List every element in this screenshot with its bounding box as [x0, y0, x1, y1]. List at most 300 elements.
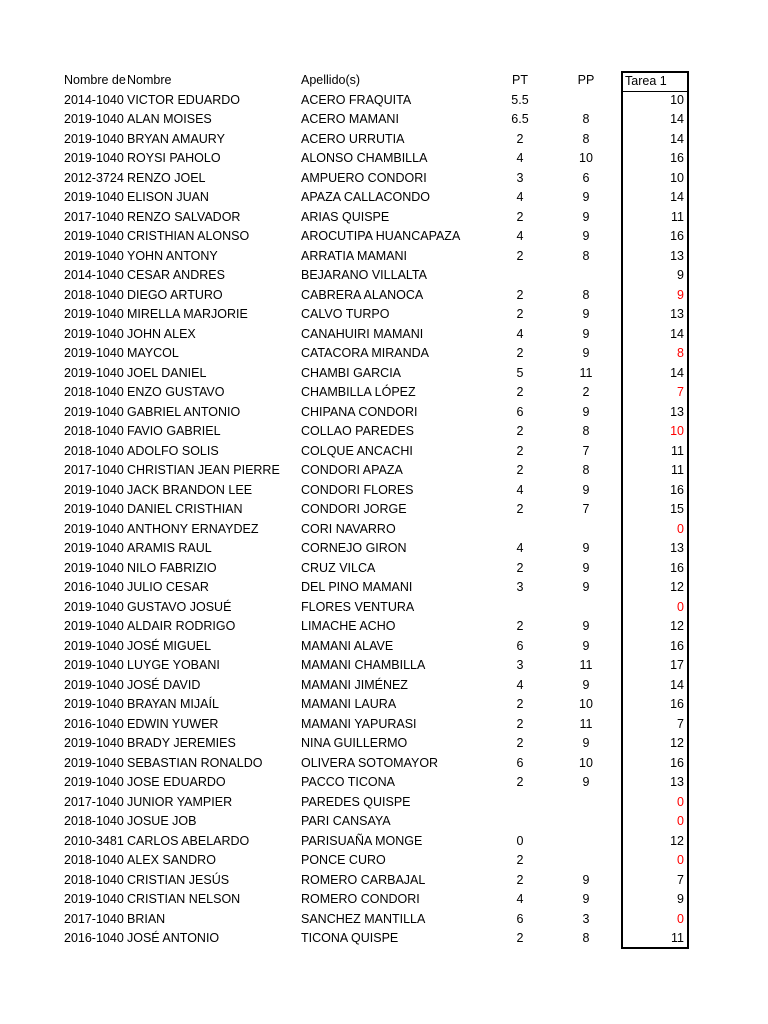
- cell-apellidos[interactable]: PARI CANSAYA: [301, 814, 391, 828]
- cell-pt[interactable]: 4: [516, 892, 524, 906]
- cell-nombre[interactable]: ALEX SANDRO: [127, 853, 216, 867]
- cell-tarea-1[interactable]: 11: [621, 208, 689, 228]
- cell-apellidos[interactable]: DEL PINO MAMANI: [301, 580, 413, 594]
- cell-tarea-1[interactable]: 16: [621, 754, 689, 774]
- header-code[interactable]: Nombre de: [64, 73, 126, 87]
- cell-nombre[interactable]: DANIEL CRISTHIAN: [127, 502, 243, 516]
- table-row: [0, 793, 768, 813]
- cell-apellidos[interactable]: MAMANI LAURA: [301, 697, 397, 711]
- cell-nombre[interactable]: YOHN ANTONY: [127, 248, 218, 263]
- cell-nombre[interactable]: SEBASTIAN RONALDO: [127, 755, 263, 770]
- cell-tarea-1[interactable]: 16: [621, 481, 689, 501]
- cell-apellidos[interactable]: MAMANI CHAMBILLA: [301, 658, 426, 672]
- cell-nombre[interactable]: RENZO SALVADOR: [127, 209, 241, 224]
- cell-pp[interactable]: 9: [582, 619, 590, 633]
- cell-pt[interactable]: 2: [516, 424, 524, 438]
- cell-apellidos[interactable]: NINA GUILLERMO: [301, 736, 408, 750]
- cell-nombre[interactable]: CHRISTIAN JEAN PIERRE: [127, 463, 280, 477]
- table-row: [0, 130, 768, 150]
- cell-pt[interactable]: 4: [516, 541, 524, 555]
- table-row: [0, 851, 768, 871]
- cell-pt[interactable]: 0: [516, 833, 524, 848]
- cell-pp[interactable]: 8: [582, 112, 590, 126]
- cell-nombre[interactable]: EDWIN YUWER: [127, 716, 219, 731]
- cell-pt[interactable]: 4: [516, 326, 524, 341]
- cell-code[interactable]: 2018-1040: [64, 287, 124, 302]
- cell-tarea-1[interactable]: 10: [621, 422, 689, 442]
- cell-pt[interactable]: 5.5: [511, 92, 529, 107]
- cell-code[interactable]: 2019-1040: [64, 365, 124, 380]
- cell-nombre[interactable]: JOSÉ ANTONIO: [127, 931, 220, 945]
- cell-code[interactable]: 2012-3724: [64, 170, 124, 185]
- table-row: [0, 461, 768, 481]
- cell-apellidos[interactable]: SANCHEZ MANTILLA: [301, 911, 426, 926]
- cell-tarea-1[interactable]: 12: [621, 578, 689, 598]
- table-row: [0, 578, 768, 598]
- cell-pp[interactable]: [562, 598, 610, 618]
- cell-nombre[interactable]: ENZO GUSTAVO: [127, 385, 225, 399]
- cell-pp[interactable]: 10: [579, 697, 593, 711]
- cell-pp[interactable]: 8: [582, 463, 590, 477]
- cell-apellidos[interactable]: PAREDES QUISPE: [301, 794, 411, 809]
- cell-pp[interactable]: 9: [582, 229, 590, 243]
- cell-nombre[interactable]: DIEGO ARTURO: [127, 287, 223, 302]
- cell-tarea-1[interactable]: 13: [621, 539, 689, 559]
- cell-tarea-1[interactable]: 12: [621, 617, 689, 637]
- cell-pp[interactable]: [562, 793, 610, 813]
- table-row: [0, 266, 768, 286]
- cell-pp[interactable]: 8: [582, 931, 590, 945]
- cell-apellidos[interactable]: MAMANI ALAVE: [301, 638, 394, 653]
- cell-code[interactable]: 2019-1040: [64, 892, 124, 906]
- cell-apellidos[interactable]: CONDORI FLORES: [301, 482, 414, 497]
- cell-tarea-1[interactable]: 0: [621, 598, 689, 618]
- header-apellidos[interactable]: Apellido(s): [301, 73, 361, 87]
- cell-code[interactable]: 2018-1040: [64, 814, 124, 828]
- cell-pt[interactable]: 6: [516, 638, 524, 653]
- cell-tarea-1[interactable]: 12: [621, 734, 689, 754]
- cell-code[interactable]: 2019-1040: [64, 755, 124, 770]
- cell-pt[interactable]: 2: [516, 443, 524, 458]
- cell-tarea-1[interactable]: 13: [621, 247, 689, 267]
- cell-tarea-1[interactable]: 13: [621, 773, 689, 793]
- cell-code[interactable]: 2019-1040: [64, 131, 124, 146]
- cell-tarea-1[interactable]: 0: [621, 851, 689, 871]
- table-row: [0, 110, 768, 130]
- cell-pp[interactable]: 7: [582, 502, 590, 516]
- cell-code[interactable]: 2019-1040: [64, 619, 124, 633]
- cell-pp[interactable]: 9: [582, 677, 590, 692]
- cell-pp[interactable]: 10: [579, 755, 593, 770]
- cell-nombre[interactable]: BRIAN: [127, 911, 166, 926]
- cell-code[interactable]: 2019-1040: [64, 521, 124, 536]
- cell-code[interactable]: 2019-1040: [64, 502, 124, 516]
- table-row: [0, 812, 768, 832]
- cell-tarea-1[interactable]: 14: [621, 110, 689, 130]
- cell-nombre[interactable]: RENZO JOEL: [127, 170, 206, 185]
- cell-code[interactable]: 2019-1040: [64, 151, 124, 165]
- cell-tarea-1[interactable]: 15: [621, 500, 689, 520]
- cell-tarea-1[interactable]: 16: [621, 695, 689, 715]
- cell-tarea-1[interactable]: 13: [621, 305, 689, 325]
- cell-apellidos[interactable]: CONDORI JORGE: [301, 502, 407, 516]
- cell-pt[interactable]: 2: [516, 697, 524, 711]
- cell-code[interactable]: 2019-1040: [64, 307, 124, 321]
- cell-code[interactable]: 2016-1040: [64, 580, 124, 594]
- cell-apellidos[interactable]: ROMERO CONDORI: [301, 892, 420, 906]
- cell-pt[interactable]: [496, 520, 544, 540]
- cell-code[interactable]: 2019-1040: [64, 346, 124, 360]
- cell-code[interactable]: 2019-1040: [64, 599, 124, 614]
- cell-apellidos[interactable]: CHAMBILLA LÓPEZ: [301, 385, 416, 399]
- cell-nombre[interactable]: CRISTIAN NELSON: [127, 892, 241, 906]
- cell-apellidos[interactable]: ROMERO CARBAJAL: [301, 872, 426, 887]
- cell-pt[interactable]: 2: [516, 248, 524, 263]
- cell-code[interactable]: 2018-1040: [64, 424, 124, 438]
- cell-pp[interactable]: 9: [582, 541, 590, 555]
- header-pt[interactable]: PT: [512, 73, 528, 87]
- cell-apellidos[interactable]: CANAHUIRI MAMANI: [301, 326, 424, 341]
- cell-pp[interactable]: [562, 266, 610, 286]
- cell-apellidos[interactable]: ACERO FRAQUITA: [301, 92, 412, 107]
- cell-tarea-1[interactable]: 14: [621, 130, 689, 150]
- cell-tarea-1[interactable]: 14: [621, 676, 689, 696]
- cell-code[interactable]: 2018-1040: [64, 443, 124, 458]
- cell-tarea-1[interactable]: 12: [621, 832, 689, 852]
- cell-apellidos[interactable]: ARRATIA MAMANI: [301, 248, 408, 263]
- cell-pt[interactable]: [496, 793, 544, 813]
- table-row: [0, 169, 768, 189]
- cell-nombre[interactable]: NILO FABRIZIO: [127, 560, 217, 575]
- cell-tarea-1[interactable]: 16: [621, 637, 689, 657]
- cell-code[interactable]: 2019-1040: [64, 697, 124, 711]
- cell-nombre[interactable]: ALAN MOISES: [127, 112, 212, 126]
- table-row: [0, 364, 768, 384]
- table-row: [0, 734, 768, 754]
- cell-pt[interactable]: 2: [516, 502, 524, 516]
- cell-tarea-1[interactable]: 14: [621, 325, 689, 345]
- cell-nombre[interactable]: JOSE EDUARDO: [127, 775, 226, 789]
- cell-pt[interactable]: 2: [516, 736, 524, 750]
- cell-tarea-1[interactable]: 7: [621, 383, 689, 403]
- cell-nombre[interactable]: JOSUE JOB: [127, 814, 197, 828]
- cell-pp[interactable]: 2: [582, 385, 590, 399]
- cell-apellidos[interactable]: ALONSO CHAMBILLA: [301, 151, 428, 165]
- cell-pt[interactable]: 4: [516, 151, 524, 165]
- table-row: [0, 715, 768, 735]
- cell-code[interactable]: 2019-1040: [64, 229, 124, 243]
- cell-pp[interactable]: [562, 91, 610, 111]
- table-row: [0, 598, 768, 618]
- cell-tarea-1[interactable]: 9: [621, 890, 689, 910]
- cell-apellidos[interactable]: CRUZ VILCA: [301, 560, 376, 575]
- cell-apellidos[interactable]: MAMANI YAPURASI: [301, 716, 417, 731]
- cell-code[interactable]: 2019-1040: [64, 658, 124, 672]
- cell-pt[interactable]: 4: [516, 229, 524, 243]
- cell-pt[interactable]: [496, 266, 544, 286]
- cell-tarea-1[interactable]: 0: [621, 910, 689, 930]
- cell-pp[interactable]: [562, 812, 610, 832]
- cell-pt[interactable]: 2: [516, 307, 524, 321]
- cell-nombre[interactable]: JULIO CESAR: [127, 580, 209, 594]
- cell-code[interactable]: 2018-1040: [64, 853, 124, 867]
- table-row: [0, 422, 768, 442]
- cell-pt[interactable]: 2: [516, 872, 524, 887]
- table-row: [0, 929, 768, 949]
- table-row: [0, 695, 768, 715]
- cell-pp[interactable]: 9: [582, 209, 590, 224]
- table-row: [0, 676, 768, 696]
- cell-pp[interactable]: 9: [582, 326, 590, 341]
- cell-code[interactable]: 2019-1040: [64, 638, 124, 653]
- cell-code[interactable]: 2019-1040: [64, 112, 124, 126]
- cell-pt[interactable]: 2: [516, 775, 524, 789]
- cell-code[interactable]: 2019-1040: [64, 190, 124, 204]
- cell-apellidos[interactable]: CABRERA ALANOCA: [301, 287, 424, 302]
- cell-apellidos[interactable]: CATACORA MIRANDA: [301, 346, 430, 360]
- cell-tarea-1[interactable]: 16: [621, 227, 689, 247]
- cell-nombre[interactable]: MIRELLA MARJORIE: [127, 307, 248, 321]
- cell-tarea-1[interactable]: 0: [621, 520, 689, 540]
- cell-tarea-1[interactable]: 16: [621, 559, 689, 579]
- cell-apellidos[interactable]: ARIAS QUISPE: [301, 209, 390, 224]
- cell-code[interactable]: 2014-1040: [64, 268, 124, 282]
- header-tarea-1[interactable]: Tarea 1: [621, 71, 689, 92]
- cell-apellidos[interactable]: MAMANI JIMÉNEZ: [301, 677, 408, 692]
- cell-code[interactable]: 2016-1040: [64, 716, 124, 731]
- cell-tarea-1[interactable]: 7: [621, 871, 689, 891]
- cell-code[interactable]: 2017-1040: [64, 911, 124, 926]
- cell-code[interactable]: 2017-1040: [64, 209, 124, 224]
- cell-pt[interactable]: 2: [516, 463, 524, 477]
- table-row: [0, 637, 768, 657]
- cell-nombre[interactable]: JOSÉ DAVID: [127, 677, 201, 692]
- cell-apellidos[interactable]: COLLAO PAREDES: [301, 424, 415, 438]
- cell-pp[interactable]: 10: [579, 151, 593, 165]
- cell-pp[interactable]: [562, 832, 610, 852]
- cell-apellidos[interactable]: LIMACHE ACHO: [301, 619, 396, 633]
- cell-code[interactable]: 2019-1040: [64, 248, 124, 263]
- header-nombre[interactable]: Nombre: [127, 73, 172, 87]
- cell-apellidos[interactable]: CHAMBI GARCIA: [301, 365, 402, 380]
- cell-code[interactable]: 2014-1040: [64, 92, 124, 107]
- cell-apellidos[interactable]: OLIVERA SOTOMAYOR: [301, 755, 439, 770]
- table-row: [0, 305, 768, 325]
- cell-pp[interactable]: 11: [579, 716, 593, 731]
- cell-apellidos[interactable]: CALVO TURPO: [301, 307, 390, 321]
- cell-pt[interactable]: 2: [516, 931, 524, 945]
- cell-pt[interactable]: 5: [516, 365, 524, 380]
- cell-pt[interactable]: 2: [516, 619, 524, 633]
- cell-apellidos[interactable]: CHIPANA CONDORI: [301, 404, 418, 419]
- cell-code[interactable]: 2017-1040: [64, 463, 124, 477]
- cell-tarea-1[interactable]: 14: [621, 364, 689, 384]
- table-row: [0, 344, 768, 364]
- cell-pt[interactable]: 2: [516, 131, 524, 146]
- cell-pt[interactable]: 4: [516, 190, 524, 204]
- cell-nombre[interactable]: CESAR ANDRES: [127, 268, 225, 282]
- cell-nombre[interactable]: JOEL DANIEL: [127, 365, 207, 380]
- cell-nombre[interactable]: CARLOS ABELARDO: [127, 833, 250, 848]
- table-row: [0, 910, 768, 930]
- cell-nombre[interactable]: ELISON JUAN: [127, 190, 209, 204]
- cell-tarea-1[interactable]: 17: [621, 656, 689, 676]
- cell-apellidos[interactable]: TICONA QUISPE: [301, 931, 399, 945]
- cell-pp[interactable]: 8: [582, 424, 590, 438]
- cell-nombre[interactable]: GUSTAVO JOSUÉ: [127, 599, 232, 614]
- cell-nombre[interactable]: GABRIEL ANTONIO: [127, 404, 241, 419]
- cell-pp[interactable]: 7: [582, 443, 590, 458]
- cell-tarea-1[interactable]: 10: [621, 91, 689, 111]
- cell-apellidos[interactable]: FLORES VENTURA: [301, 599, 415, 614]
- cell-apellidos[interactable]: CORNEJO GIRON: [301, 541, 407, 555]
- cell-pt[interactable]: 2: [516, 716, 524, 731]
- cell-nombre[interactable]: MAYCOL: [127, 346, 179, 360]
- cell-nombre[interactable]: JOHN ALEX: [127, 326, 196, 341]
- cell-tarea-1[interactable]: 8: [621, 344, 689, 364]
- cell-code[interactable]: 2018-1040: [64, 385, 124, 399]
- table-row: [0, 559, 768, 579]
- cell-tarea-1[interactable]: 0: [621, 812, 689, 832]
- header-pp[interactable]: PP: [577, 73, 595, 87]
- cell-pp[interactable]: 9: [582, 346, 590, 360]
- cell-pt[interactable]: 6: [516, 911, 524, 926]
- cell-pp[interactable]: 9: [582, 872, 590, 887]
- cell-pp[interactable]: 9: [582, 482, 590, 497]
- cell-apellidos[interactable]: ACERO MAMANI: [301, 112, 399, 126]
- cell-pt[interactable]: 6.5: [511, 112, 529, 126]
- cell-nombre[interactable]: ROYSI PAHOLO: [127, 151, 221, 165]
- cell-apellidos[interactable]: CONDORI APAZA: [301, 463, 403, 477]
- cell-nombre[interactable]: BRADY JEREMIES: [127, 736, 236, 750]
- cell-pt[interactable]: 2: [516, 346, 524, 360]
- cell-apellidos[interactable]: AROCUTIPA HUANCAPAZA: [301, 229, 461, 243]
- cell-apellidos[interactable]: COLQUE ANCACHI: [301, 443, 413, 458]
- table-row: [0, 481, 768, 501]
- cell-tarea-1[interactable]: 11: [621, 461, 689, 481]
- cell-pp[interactable]: 11: [579, 658, 593, 672]
- cell-code[interactable]: 2016-1040: [64, 931, 124, 945]
- cell-nombre[interactable]: CRISTHIAN ALONSO: [127, 229, 250, 243]
- cell-apellidos[interactable]: ACERO URRUTIA: [301, 131, 405, 146]
- cell-tarea-1[interactable]: 11: [621, 929, 689, 949]
- cell-pp[interactable]: 8: [582, 248, 590, 263]
- cell-pp[interactable]: 9: [582, 190, 590, 204]
- cell-apellidos[interactable]: CORI NAVARRO: [301, 521, 396, 536]
- cell-tarea-1[interactable]: 9: [621, 266, 689, 286]
- table-row: [0, 227, 768, 247]
- cell-nombre[interactable]: JACK BRANDON LEE: [127, 482, 253, 497]
- cell-code[interactable]: 2019-1040: [64, 404, 124, 419]
- cell-pt[interactable]: 3: [516, 170, 524, 185]
- cell-pt[interactable]: 4: [516, 677, 524, 692]
- cell-pp[interactable]: [562, 520, 610, 540]
- cell-pt[interactable]: 2: [516, 853, 524, 867]
- cell-nombre[interactable]: BRAYAN MIJAÍL: [127, 697, 219, 711]
- cell-nombre[interactable]: ANTHONY ERNAYDEZ: [127, 521, 259, 536]
- cell-pp[interactable]: 8: [582, 131, 590, 146]
- cell-pp[interactable]: 9: [582, 307, 590, 321]
- cell-pp[interactable]: 6: [582, 170, 590, 185]
- cell-pt[interactable]: 2: [516, 287, 524, 302]
- cell-apellidos[interactable]: APAZA CALLACONDO: [301, 190, 430, 204]
- cell-pp[interactable]: 11: [579, 365, 593, 380]
- cell-pp[interactable]: 9: [582, 404, 590, 419]
- cell-nombre[interactable]: FAVIO GABRIEL: [127, 424, 221, 438]
- cell-nombre[interactable]: JUNIOR YAMPIER: [127, 794, 233, 809]
- cell-pt[interactable]: 2: [516, 560, 524, 575]
- cell-pt[interactable]: 3: [516, 658, 524, 672]
- cell-pt[interactable]: 6: [516, 755, 524, 770]
- table-row: [0, 188, 768, 208]
- cell-nombre[interactable]: BRYAN AMAURY: [127, 131, 225, 146]
- cell-tarea-1[interactable]: 16: [621, 149, 689, 169]
- table-row: [0, 656, 768, 676]
- cell-tarea-1[interactable]: 14: [621, 188, 689, 208]
- cell-apellidos[interactable]: AMPUERO CONDORI: [301, 170, 427, 185]
- cell-code[interactable]: 2019-1040: [64, 541, 124, 555]
- cell-nombre[interactable]: ARAMIS RAUL: [127, 541, 212, 555]
- cell-pp[interactable]: 9: [582, 736, 590, 750]
- cell-tarea-1[interactable]: 10: [621, 169, 689, 189]
- cell-tarea-1[interactable]: 11: [621, 442, 689, 462]
- table-row: [0, 208, 768, 228]
- cell-apellidos[interactable]: BEJARANO VILLALTA: [301, 268, 427, 282]
- table-row: [0, 890, 768, 910]
- cell-code[interactable]: 2019-1040: [64, 677, 124, 692]
- cell-pt[interactable]: 2: [516, 209, 524, 224]
- cell-pp[interactable]: 9: [582, 638, 590, 653]
- cell-code[interactable]: 2018-1040: [64, 872, 124, 887]
- cell-nombre[interactable]: JOSÉ MIGUEL: [127, 638, 212, 653]
- cell-pt[interactable]: [496, 812, 544, 832]
- cell-tarea-1[interactable]: 0: [621, 793, 689, 813]
- cell-pt[interactable]: 3: [516, 580, 524, 594]
- cell-code[interactable]: 2019-1040: [64, 736, 124, 750]
- cell-pp[interactable]: 9: [582, 580, 590, 594]
- cell-pt[interactable]: 2: [516, 385, 524, 399]
- cell-pp[interactable]: 8: [582, 287, 590, 302]
- cell-pp[interactable]: 9: [582, 892, 590, 906]
- cell-apellidos[interactable]: PARISUAÑA MONGE: [301, 833, 423, 848]
- cell-pt[interactable]: [496, 598, 544, 618]
- cell-pp[interactable]: [562, 851, 610, 871]
- cell-apellidos[interactable]: PACCO TICONA: [301, 775, 395, 789]
- cell-nombre[interactable]: LUYGE YOBANI: [127, 658, 220, 672]
- cell-apellidos[interactable]: PONCE CURO: [301, 853, 386, 867]
- cell-tarea-1[interactable]: 7: [621, 715, 689, 735]
- cell-code[interactable]: 2010-3481: [64, 833, 124, 848]
- cell-pt[interactable]: 6: [516, 404, 524, 419]
- cell-nombre[interactable]: ALDAIR RODRIGO: [127, 619, 236, 633]
- cell-nombre[interactable]: VICTOR EDUARDO: [127, 92, 240, 107]
- cell-pp[interactable]: 9: [582, 775, 590, 789]
- cell-pp[interactable]: 3: [582, 911, 590, 926]
- table-row: [0, 325, 768, 345]
- cell-code[interactable]: 2019-1040: [64, 326, 124, 341]
- cell-pt[interactable]: 4: [516, 482, 524, 497]
- cell-code[interactable]: 2019-1040: [64, 560, 124, 575]
- cell-tarea-1[interactable]: 13: [621, 403, 689, 423]
- cell-code[interactable]: 2019-1040: [64, 775, 124, 789]
- cell-nombre[interactable]: ADOLFO SOLIS: [127, 443, 219, 458]
- cell-pp[interactable]: 9: [582, 560, 590, 575]
- cell-code[interactable]: 2017-1040: [64, 794, 124, 809]
- cell-nombre[interactable]: CRISTIAN JESÚS: [127, 872, 230, 887]
- cell-tarea-1[interactable]: 9: [621, 286, 689, 306]
- cell-code[interactable]: 2019-1040: [64, 482, 124, 497]
- table-row: [0, 617, 768, 637]
